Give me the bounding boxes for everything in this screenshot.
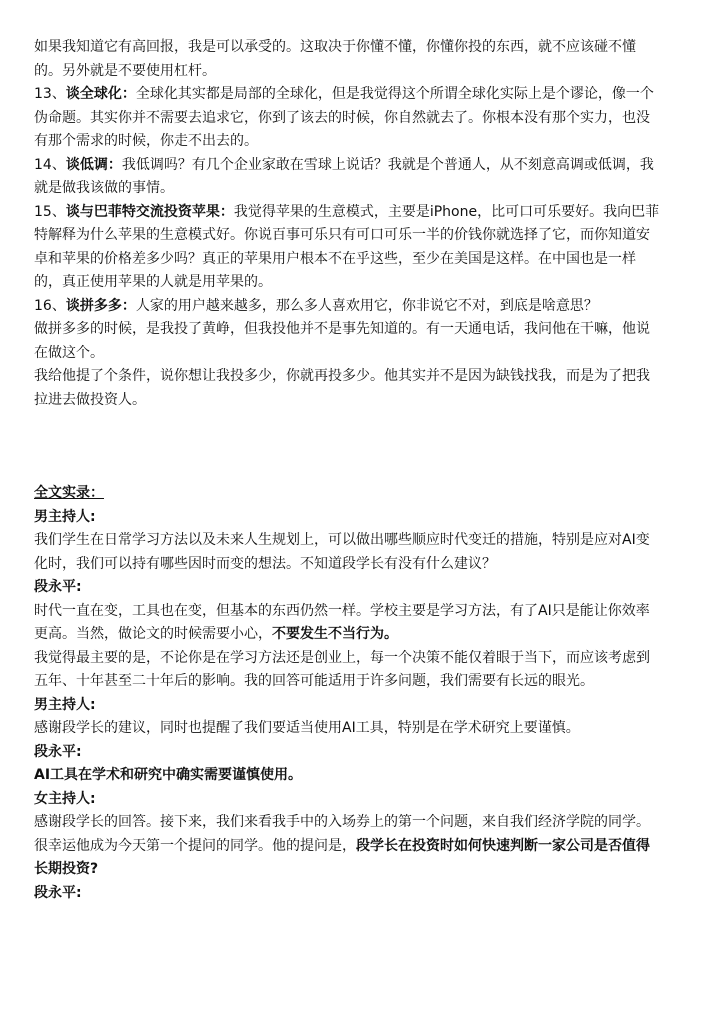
paragraph-line: 感谢段学长的建议，同时也提醒了我们要适当使用AI工具，特别是在学术研究上要谨慎。 <box>34 720 580 736</box>
speaker-label: 男主持人: <box>34 696 96 713</box>
speaker-label: 段永平: <box>34 743 82 760</box>
speaker-label: 女主持人: <box>34 790 96 807</box>
item-text: 全球化其实都是局部的全球化，但是我觉得这个所谓全球化实际上是个谬论，像一个 <box>135 86 654 102</box>
item-number: 16、 <box>34 297 66 314</box>
emphasis-line: AI工具在学术和研究中确实需要谨慎使用。 <box>34 767 303 783</box>
emphasis-text: 段学长在投资时如何快速判断一家公司是否值得 <box>356 837 650 854</box>
paragraph-line: 做拼多多的时候，是我投了黄峥，但我投他并不是事先知道的。有一天通电话，我问他在干嘛，他说 <box>34 321 650 337</box>
paragraph-line: 的。另外就是不要使用杠杆。 <box>34 62 216 79</box>
item-text: 人家的用户越来越多，那么多人喜欢用它，你非说它不对，到底是啥意思？ <box>135 297 598 314</box>
item-title: 谈全球化： <box>65 86 136 102</box>
item-13 <box>34 83 686 107</box>
document-page <box>34 36 686 905</box>
speaker-label: 男主持人: <box>34 508 96 525</box>
paragraph-line: 我给他提了个条件，说你想让我投多少，你就再投多少。他其实并不是因为缺钱找我，而是为了把我 <box>34 368 650 384</box>
item-14 <box>34 154 686 178</box>
item-16 <box>34 295 686 319</box>
paragraph-line: 就是做我该做的事情。 <box>34 180 174 196</box>
paragraph-line: 时代一直在变，工具也在变，但基本的东西仍然一样。学校主要是学习方法，有了AI只是能让你效率 <box>34 602 650 619</box>
item-15 <box>34 201 686 225</box>
paragraph-line: 有那个需求的时候，你走不出去的。 <box>34 133 258 149</box>
item-title: 谈低调： <box>65 156 122 173</box>
paragraph-line: 卓和苹果的价格差多少吗？真正的苹果用户根本不在乎这些，至少在美国是这样。在中国也是一样 <box>34 250 636 267</box>
item-number: 13、 <box>34 86 66 102</box>
speaker-label: 段永平: <box>34 579 82 595</box>
paragraph-line: 如果我知道它有高回报，我是可以承受的。这取决于你懂不懂，你懂你投的东西，就不应该碰不懂 <box>34 39 636 55</box>
paragraph-line: 感谢段学长的回答。接下来，我们来看我手中的入场券上的第一个问题，来自我们经济学院的同学。 <box>34 814 650 830</box>
paragraph-line: 我觉得最主要的是，不论你是在学习方法还是创业上，每一个决策不能仅着眼于当下，而应该考虑到 <box>34 649 650 666</box>
paragraph-line: 在做这个。 <box>34 344 104 361</box>
item-number: 15、 <box>34 203 66 220</box>
paragraph-line: 特解释为什么苹果的生意模式好。你说百事可乐只有可口可乐一半的价钱你就选择了它，而你知道安 <box>34 227 650 243</box>
transcript-heading: 全文实录： <box>34 485 104 501</box>
paragraph-line <box>34 623 686 647</box>
paragraph-line: 拉进去做投资人。 <box>34 391 146 408</box>
item-title: 谈与巴菲特交流投资苹果： <box>65 203 234 220</box>
speaker-label: 段永平: <box>34 884 82 901</box>
item-number: 14、 <box>34 156 66 173</box>
paragraph-line: 五年、十年甚至二十年后的影响。我的回答可能适用于许多问题，我们需要有长远的眼光。 <box>34 673 594 689</box>
section-gap <box>34 412 686 482</box>
item-text: 我低调吗？有几个企业家敢在雪球上说话？我就是个普通人，从不刻意高调或低调，我 <box>121 156 654 173</box>
text-run: 更高。当然，做论文的时候需要小心， <box>34 626 272 642</box>
paragraph-line: 伪命题。其实你并不需要去追求它，你到了该去的时候，你自然就去了。你根本没有那个实力，也没 <box>34 109 650 126</box>
emphasis-text: 不要发生不当行为。 <box>272 626 398 642</box>
paragraph-line: 化时，我们可以持有哪些因时而变的想法。不知道段学长有没有什么建议？ <box>34 555 496 572</box>
paragraph-line: 的，真正使用苹果的人就是用苹果的。 <box>34 274 272 290</box>
text-run: 很幸运他成为今天第一个提问的同学。他的提问是， <box>34 837 356 854</box>
emphasis-line: 长期投资? <box>34 861 99 877</box>
paragraph-line: 我们学生在日常学习方法以及未来人生规划上，可以做出哪些顺应时代变迁的措施，特别是应对AI变 <box>34 532 650 548</box>
paragraph-line <box>34 835 686 859</box>
item-text: 我觉得苹果的生意模式，主要是iPhone，比可口可乐要好。我向巴菲 <box>233 203 660 220</box>
item-title: 谈拼多多： <box>65 297 136 314</box>
